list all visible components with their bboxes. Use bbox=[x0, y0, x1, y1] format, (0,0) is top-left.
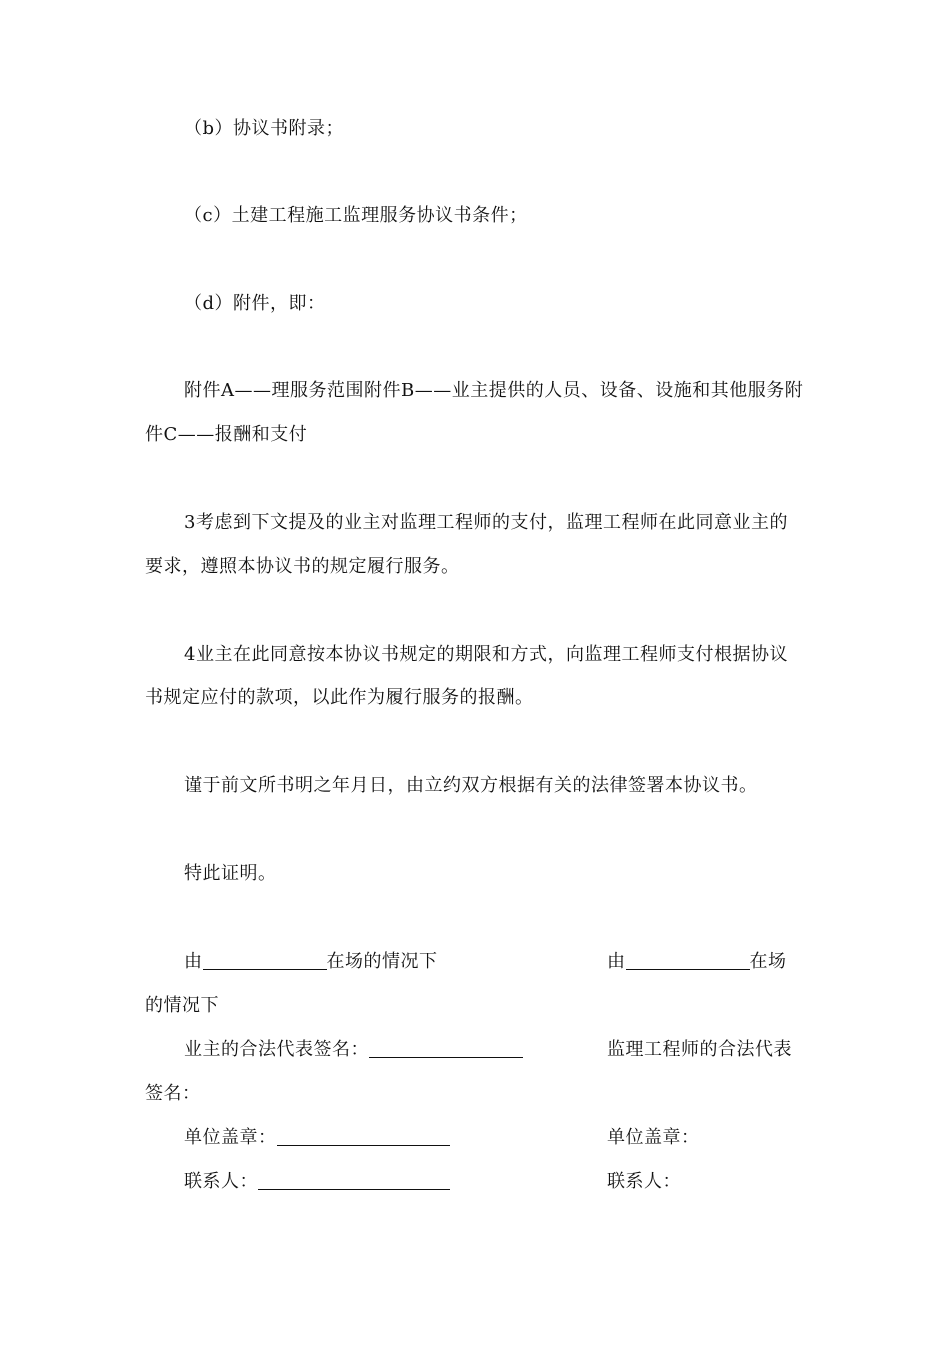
witness-statement: 谨于前文所书明之年月日，由立约双方根据有关的法律签署本协议书。 bbox=[184, 775, 758, 796]
attachments-line-1: 附件A——理服务范围附件B——业主提供的人员、设备、设施和其他服务附 bbox=[184, 380, 804, 401]
owner-seal-line bbox=[184, 1127, 450, 1149]
engineer-witness-line bbox=[607, 951, 787, 973]
engineer-rep-label: 监理工程师的合法代表 bbox=[607, 1039, 792, 1060]
engineer-present-label: 在场 bbox=[749, 951, 787, 972]
clause-4-line-1: 4业主在此同意按本协议书规定的期限和方式，向监理工程师支付根据协议 bbox=[184, 644, 788, 665]
clause-3-line-1: 3考虑到下文提及的业主对监理工程师的支付，监理工程师在此同意业主的 bbox=[184, 512, 788, 533]
owner-present-label: 在场的情况下 bbox=[326, 951, 438, 972]
engineer-seal-label: 单位盖章： bbox=[607, 1127, 700, 1148]
owner-by-label: 由 bbox=[184, 951, 203, 972]
owner-witness-blank[interactable] bbox=[203, 951, 327, 970]
engineer-witness-blank[interactable] bbox=[626, 951, 750, 970]
owner-contact-blank[interactable] bbox=[258, 1171, 450, 1190]
item-d: （d）附件，即： bbox=[184, 293, 326, 314]
certification: 特此证明。 bbox=[184, 863, 277, 884]
owner-seal-blank[interactable] bbox=[277, 1127, 450, 1146]
clause-3-line-2: 要求，遵照本协议书的规定履行服务。 bbox=[145, 556, 460, 577]
item-c: （c）土建工程施工监理服务协议书条件； bbox=[184, 205, 528, 226]
owner-rep-label: 业主的合法代表签名： bbox=[184, 1039, 369, 1060]
owner-seal-label: 单位盖章： bbox=[184, 1127, 277, 1148]
engineer-by-label: 由 bbox=[607, 951, 626, 972]
owner-signature-line bbox=[184, 1039, 523, 1061]
engineer-contact-label: 联系人： bbox=[607, 1171, 681, 1192]
owner-contact-line bbox=[184, 1171, 450, 1193]
owner-signature-blank[interactable] bbox=[369, 1039, 523, 1058]
item-b: （b）协议书附录； bbox=[184, 118, 345, 139]
clause-4-line-2: 书规定应付的款项，以此作为履行服务的报酬。 bbox=[145, 687, 534, 708]
witness-wrap: 的情况下 bbox=[145, 995, 219, 1016]
owner-contact-label: 联系人： bbox=[184, 1171, 258, 1192]
engineer-sign-wrap: 签名： bbox=[145, 1083, 201, 1104]
owner-witness-line bbox=[184, 951, 438, 973]
attachments-line-2: 件C——报酬和支付 bbox=[145, 424, 308, 445]
